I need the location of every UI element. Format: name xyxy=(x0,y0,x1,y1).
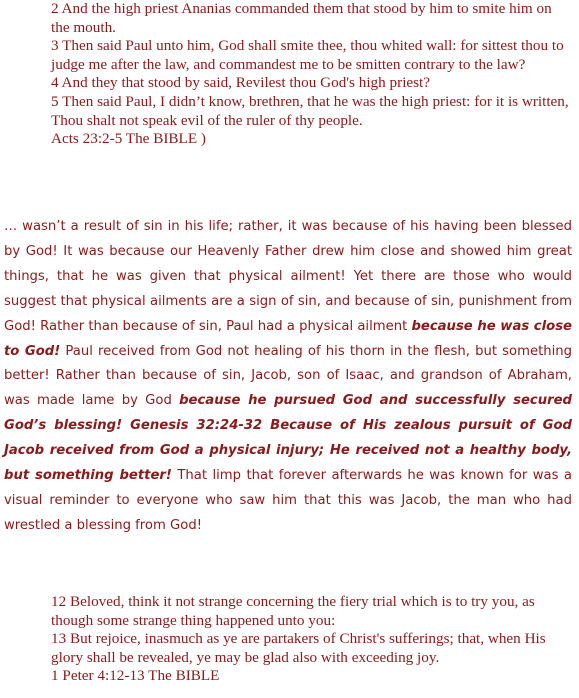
paragraph-text: Paul received from God not healing of his thorn in the flesh, but something better! Rather than because of sin, Jacob, son of Isaac, and grandson of Abraham, was made lame by God xyxy=(4,343,572,409)
verse-12: 12 Beloved, think it not strange concerning the fiery trial which is to try you, as though some strange thing happened unto you: xyxy=(51,593,535,629)
emphasis-text: because he pursued God and successfully secured God’s blessing! Genesis 32:24-32 Because of His zealous pursuit of God Jacob received from God a physical injury; He received not a healthy body, but something better! xyxy=(4,393,572,484)
paragraph-text: … wasn’t a result of sin in his life; rather, it was because of his having been blessed by God! It was because our Heavenly Father drew him close and showed him great things, that he was given that physical ailment! Yet there are those who would suggest that physical ailments are a sign of sin, and because of sin, punishment from God! Rather than because of sin, Paul had a physical ailment xyxy=(4,219,572,334)
quote-citation: Acts 23:2-5 The BIBLE ) xyxy=(51,130,206,148)
bible-quote-acts xyxy=(51,0,571,149)
verse-4: 4 And they that stood by said, Revilest thou God's high priest? xyxy=(51,74,431,92)
emphasis-text: because he was close to God! xyxy=(4,318,573,359)
verse-2: 2 And the high priest Ananias commanded them that stood by him to smite him on the mouth. xyxy=(51,0,552,36)
paragraph-text: That limp that forever afterwards he was known for was a visual reminder to everyone who saw him that this was Jacob, the man who had wrestled a blessing from God! xyxy=(4,468,572,533)
verse-5: 5 Then said Paul, I didn’t know, brethren, that he was the high priest: for it is written, Thou shalt not speak evil of the ruler of thy people. xyxy=(51,92,569,129)
verse-13: 13 But rejoice, inasmuch as ye are partakers of Christ's sufferings; that, when His glory shall be revealed, ye may be glad also with exceeding joy. xyxy=(51,630,546,666)
verse-3: 3 Then said Paul unto him, God shall smite thee, thou whited wall: for sittest thou to judge me after the law, and commandest me to be smitten contrary to the law? xyxy=(51,37,564,73)
bible-quote-1-peter xyxy=(51,593,576,686)
body-paragraph xyxy=(4,215,572,539)
quote-citation: 1 Peter 4:12-13 The BIBLE xyxy=(51,667,220,685)
